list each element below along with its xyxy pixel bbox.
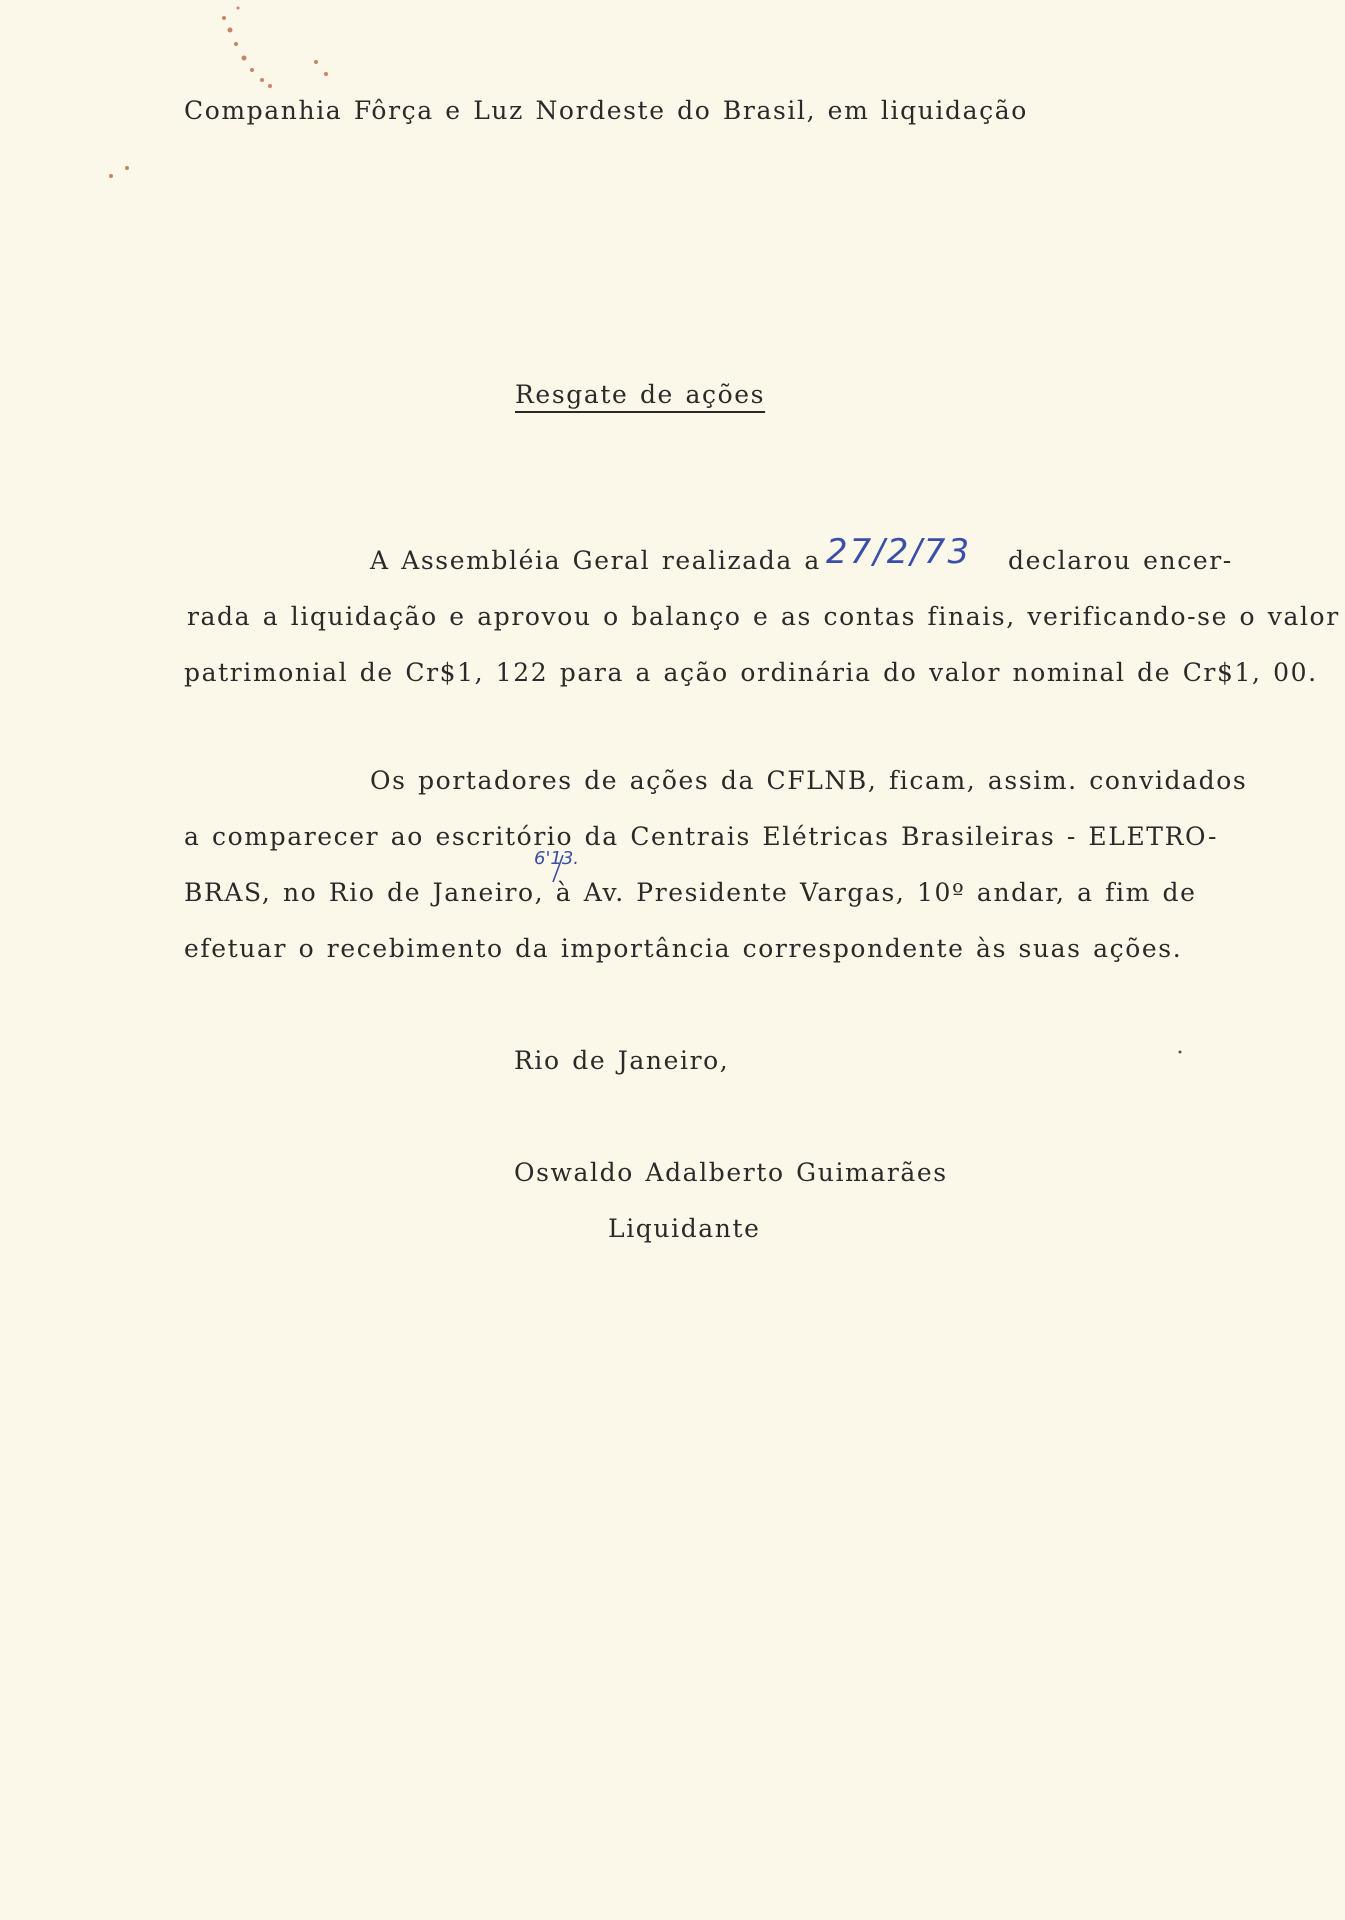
stain-dot: [268, 84, 272, 88]
company-heading: Companhia Fôrça e Luz Nordeste do Brasil, em liquidação: [184, 96, 1028, 125]
stain-dot: [314, 60, 318, 64]
document-title: Resgate de ações: [515, 380, 766, 409]
stain-dot: [109, 174, 113, 178]
paragraph1-line1-end: declarou encer-: [1008, 546, 1233, 575]
paragraph1-line3: patrimonial de Cr$1, 122 para a ação ordinária do valor nominal de Cr$1, 00.: [184, 658, 1318, 687]
paragraph2-line2: a comparecer ao escritório da Centrais Elétricas Brasileiras - ELETRO-: [184, 822, 1219, 851]
place-line: Rio de Janeiro,: [514, 1046, 730, 1075]
handwritten-date: 27/2/73: [826, 532, 972, 572]
stain-dot: [228, 28, 233, 33]
stain-dot: [234, 42, 238, 46]
paragraph2-line3: BRAS, no Rio de Janeiro, à Av. Presidente Vargas, 10º andar, a fim de: [184, 878, 1197, 907]
signatory-role: Liquidante: [608, 1214, 761, 1243]
stain-dot: [237, 7, 240, 10]
paragraph2-line1: Os portadores de ações da CFLNB, ficam, assim. convidados: [370, 766, 1248, 795]
paragraph2-line4: efetuar o recebimento da importância correspondente às suas ações.: [184, 934, 1183, 963]
paragraph1-line1-start: A Assembléia Geral realizada a: [370, 546, 821, 575]
stain-dot: [250, 68, 254, 72]
speck: [1179, 1051, 1182, 1054]
stain-dot: [324, 72, 328, 76]
signatory-name: Oswaldo Adalberto Guimarães: [514, 1158, 948, 1187]
stain-dot: [242, 56, 247, 61]
handwritten-floor-note: 6'13.: [534, 848, 580, 869]
stain-dot: [222, 16, 226, 20]
paragraph1-line2: rada a liquidação e aprovou o balanço e as contas finais, verificando-se o valor: [187, 602, 1340, 631]
stain-dot: [125, 166, 129, 170]
stain-dot: [260, 78, 264, 82]
